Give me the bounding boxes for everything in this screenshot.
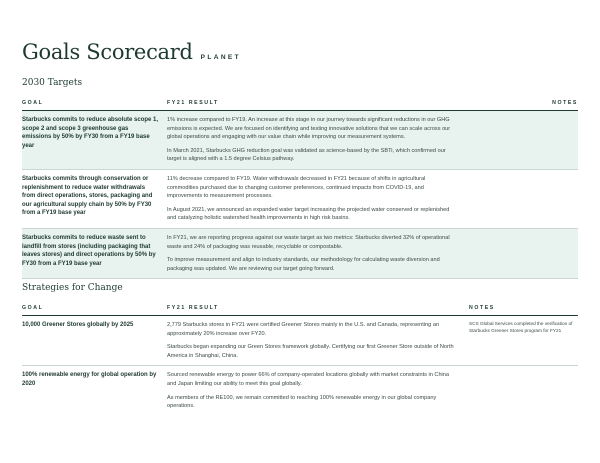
result-cell <box>167 116 469 164</box>
table-row <box>22 366 578 415</box>
section-title: 2030 Targets <box>22 78 83 88</box>
result-cell <box>167 234 469 273</box>
page-kicker: PLANET <box>200 54 242 61</box>
notes-cell: SCS Global Services completed the verification of Starbucks Greener Stores program for FY21 <box>469 321 573 333</box>
page-title: Goals Scorecard <box>22 40 193 64</box>
notes-column-header: NOTES <box>469 305 495 311</box>
targets-section <box>22 78 578 279</box>
header <box>22 40 241 64</box>
table-header <box>22 300 578 316</box>
result-paragraph: As members of the RE100, we remain committed to reaching 100% renewable energy in our global company operations. <box>167 394 437 410</box>
table-row <box>22 111 578 170</box>
result-paragraph: 1% increase compared to FY19. An increase at this stage in our journey towards significant reductions in our GHG emissions is expected. We are focused on identifying and testing innovative solutions that we can scale across our global operations and engaging with our value chain while improving our measurement systems. <box>167 117 451 141</box>
goal-cell: 100% renewable energy for global operation by 2020 <box>22 372 157 387</box>
result-cell <box>167 175 469 223</box>
table-header <box>22 95 578 111</box>
result-paragraph: In FY21, we are reporting progress against our waste target as two metrics: Starbucks diverted 32% of operational waste and 24% of packaging was reusable, recyclable or compostable. <box>167 234 450 250</box>
result-cell <box>167 321 469 360</box>
result-paragraph: 11% decrease compared to FY19. Water withdrawals decreased in FY21 because of shifts in agricultural commodities purchased due to changing customer preferences, continued impacts from COVID-19, and improvements to measurement processes. <box>167 175 426 200</box>
notes-cell <box>469 371 578 410</box>
goal-cell: Starbucks commits to reduce waste sent to landfill from stores (including packaging that leaves stores) and direct operations by 50% by FY30 from a FY19 base year <box>22 234 156 267</box>
notes-cell <box>469 116 578 164</box>
goal-cell: Starbucks commits through conservation or replenishment to reduce water withdrawals from direct operations, stores, packaging and our agricultural supply chain by 50% by FY30 from a FY19 base year <box>22 175 153 217</box>
table-row <box>22 170 578 229</box>
result-paragraph: 2,779 Starbucks stores in FY21 were certified Greener Stores mainly in the U.S. and Canada, representing an approximately 20% increase over FY20. <box>167 322 440 337</box>
goal-cell: 10,000 Greener Stores globally by 2025 <box>22 322 134 328</box>
notes-cell <box>469 175 578 223</box>
result-paragraph: In August 2021, we announced an expanded water target increasing the projected water conserved or replenished and catalyzing holistic watershed health improvements in high risk basins. <box>167 206 450 222</box>
goal-column-header: GOAL <box>22 305 44 311</box>
result-paragraph: Starbucks began expanding our Green Stores framework globally. Certifying our first Greener Store outside of North America in Shanghai, China. <box>167 344 454 359</box>
strategies-section <box>22 283 578 416</box>
result-cell <box>167 371 469 410</box>
result-paragraph: Sourced renewable energy to power 66% of company-operated locations globally with market constraints in China and Japan limiting our ability to meet this goal globally. <box>167 372 450 387</box>
table-row <box>22 316 578 366</box>
section-title: Strategies for Change <box>22 283 123 293</box>
result-column-header: FY21 RESULT <box>167 305 219 311</box>
goal-column-header: GOAL <box>22 100 44 106</box>
result-paragraph: In March 2021, Starbucks GHG reduction goal was validated as science-based by the SBTi, which confirmed our target is aligned with a 1.5 degree Celsius pathway. <box>167 147 446 163</box>
table-row <box>22 229 578 279</box>
notes-cell <box>469 234 578 273</box>
result-paragraph: To improve measurement and align to industry standards, our methodology for calculating waste diversion and packaging was updated. We are reviewing our target going forward. <box>167 257 440 272</box>
goal-cell: Starbucks commits to reduce absolute scope 1, scope 2 and scope 3 greenhouse gas emissions by 50% by FY30 from a FY19 base year <box>22 117 159 149</box>
result-column-header: FY21 RESULT <box>167 100 219 106</box>
notes-column-header: NOTES <box>552 100 578 106</box>
